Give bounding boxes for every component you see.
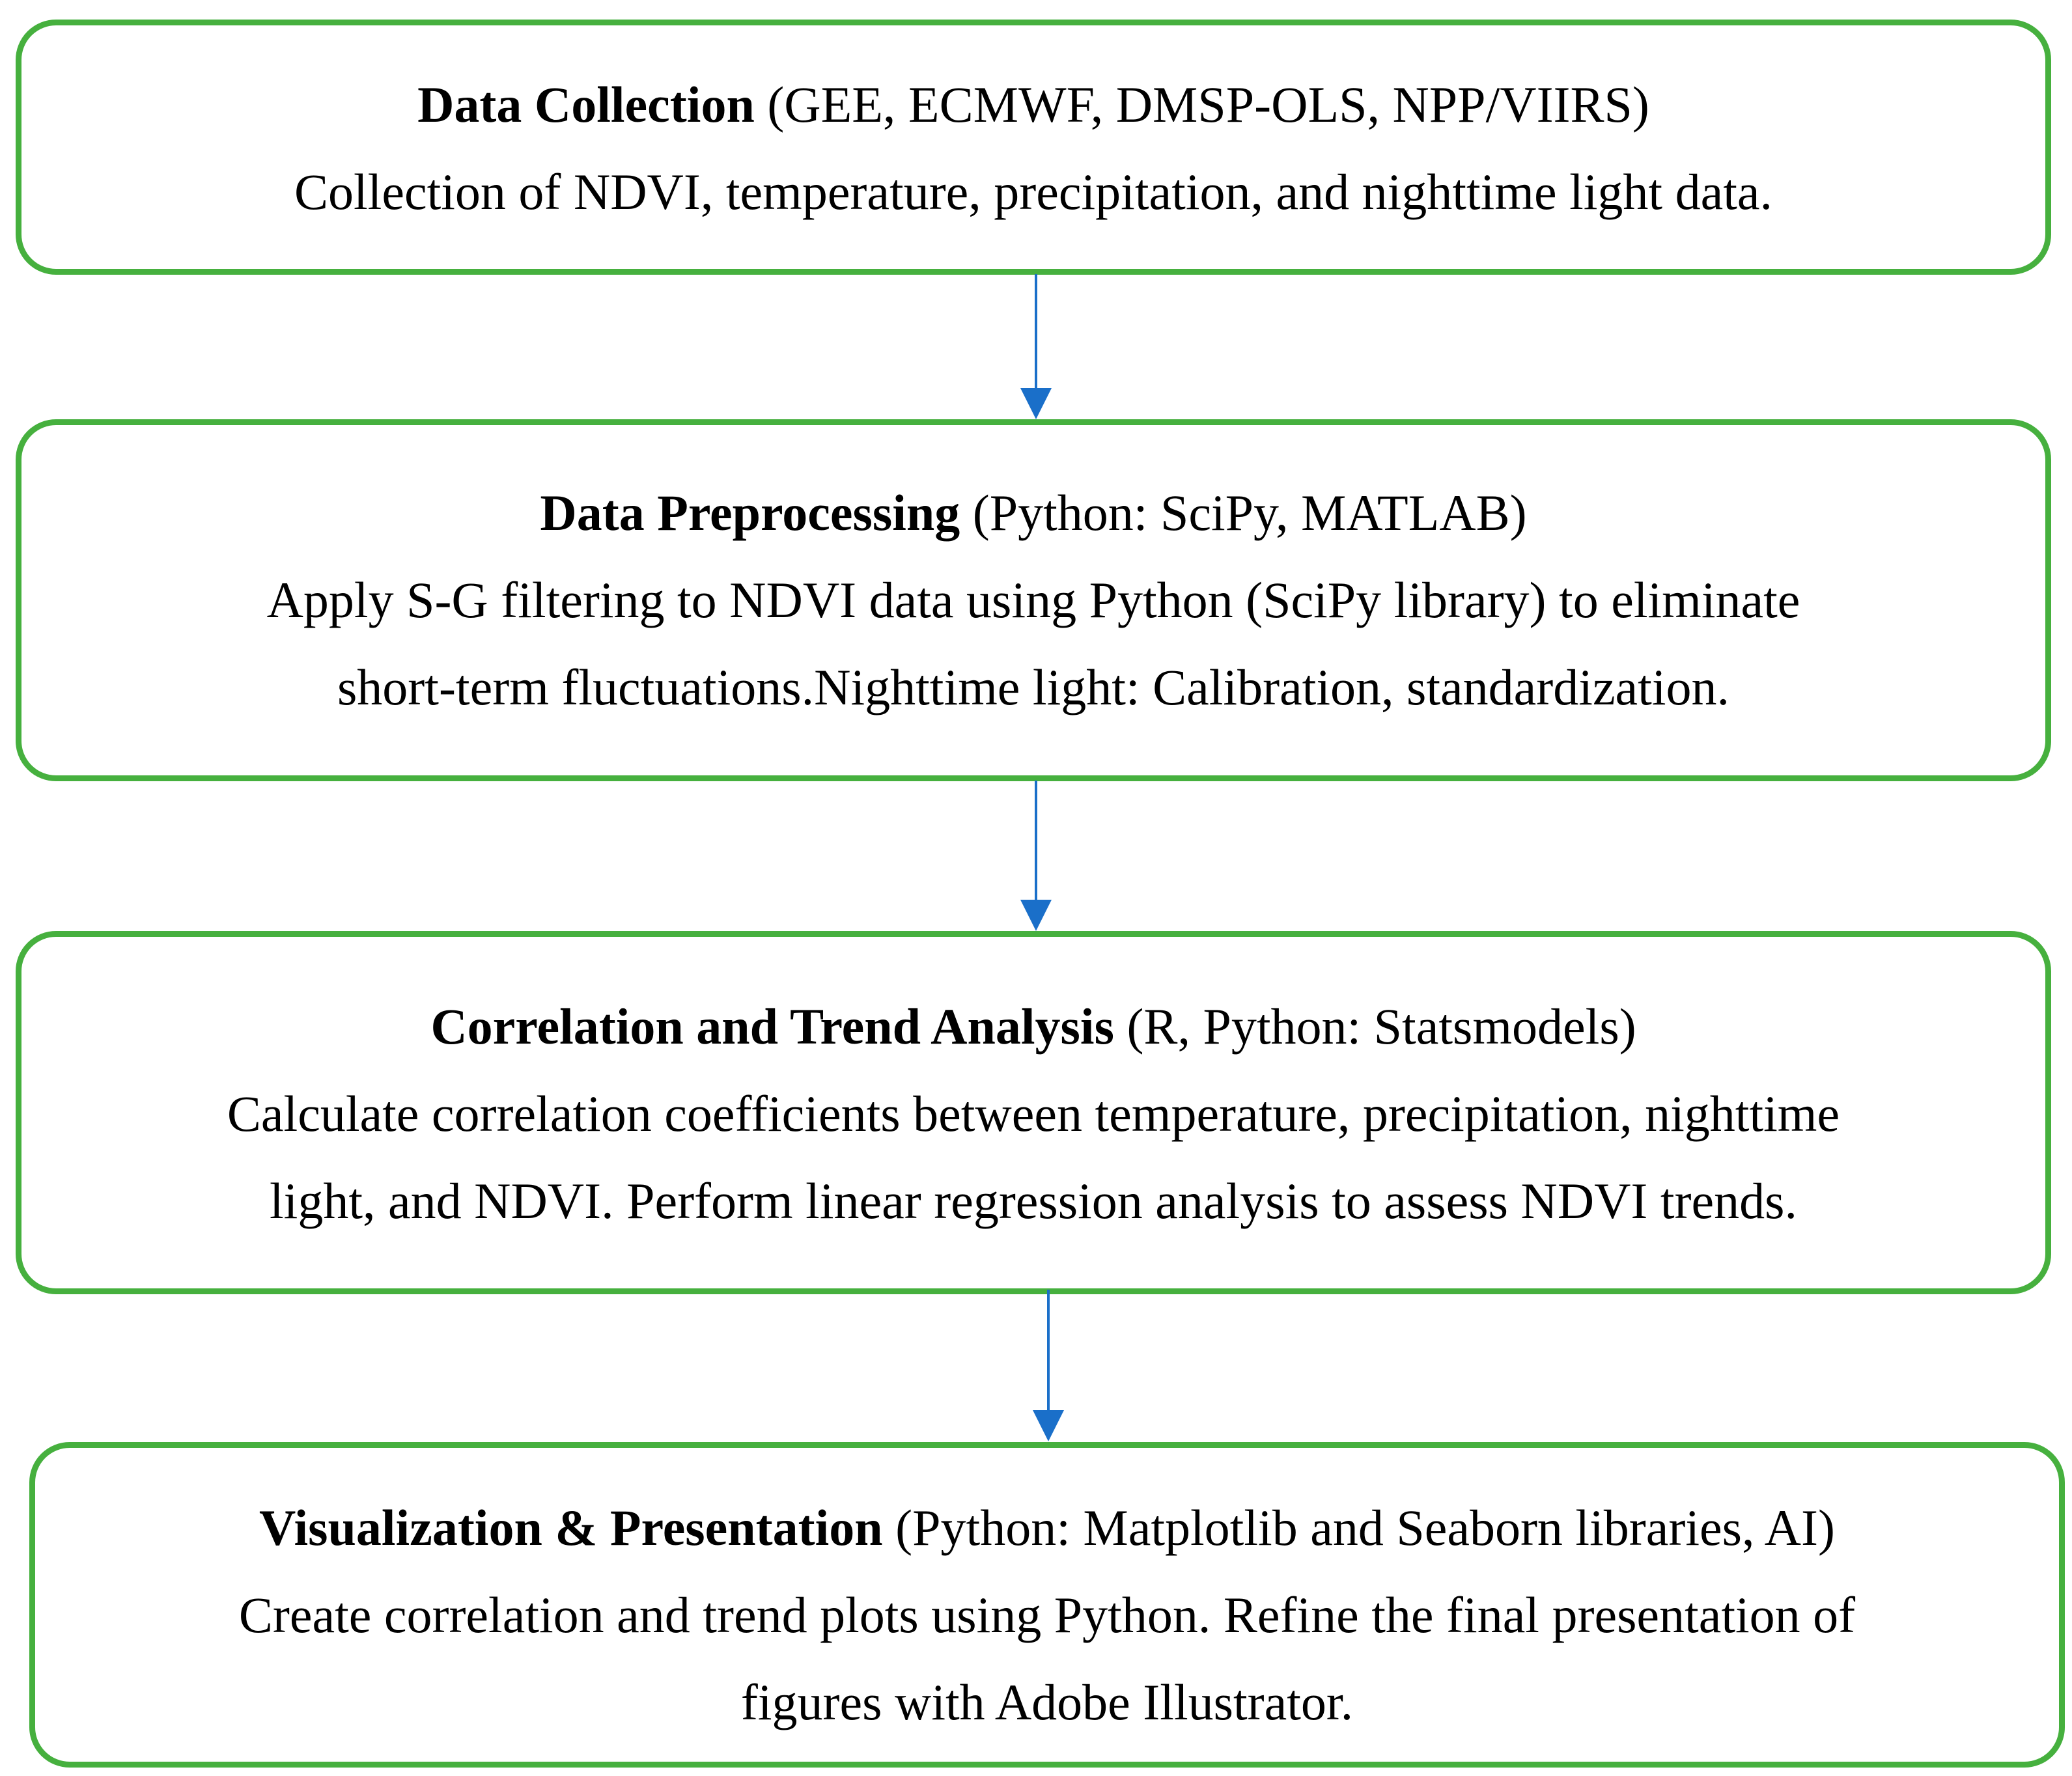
step-description: Create correlation and trend plots using Python. Refine the final presentation of xyxy=(238,1587,1856,1643)
step-description: light, and NDVI. Perform linear regression analysis to assess NDVI trends. xyxy=(269,1172,1798,1229)
step-tools: (Python: Matplotlib and Seaborn libraries, AI) xyxy=(882,1499,1835,1556)
step-tools: (Python: SciPy, MATLAB) xyxy=(960,484,1527,541)
step-tools: (R, Python: Statsmodels) xyxy=(1113,998,1636,1055)
arrow-2 xyxy=(1020,781,1052,931)
step-title: Visualization & Presentation xyxy=(259,1499,883,1556)
step-description: Collection of NDVI, temperature, precipitation, and nighttime light data. xyxy=(294,163,1773,220)
step-tools: (GEE, ECMWF, DMSP-OLS, NPP/VIIRS) xyxy=(754,76,1649,133)
arrow-1 xyxy=(1020,274,1052,419)
arrow-3 xyxy=(1033,1290,1064,1441)
step-description: figures with Adobe Illustrator. xyxy=(740,1674,1354,1730)
step-title: Data Collection xyxy=(417,76,755,133)
step-title: Data Preprocessing xyxy=(540,484,960,541)
step-description: Calculate correlation coefficients between temperature, precipitation, nighttime xyxy=(227,1085,1840,1142)
step-title: Correlation and Trend Analysis xyxy=(430,998,1114,1055)
step-description: short-term fluctuations.Nighttime light: Calibration, standardization. xyxy=(337,659,1730,715)
step-description: Apply S-G filtering to NDVI data using Python (SciPy library) to eliminate xyxy=(266,572,1800,628)
